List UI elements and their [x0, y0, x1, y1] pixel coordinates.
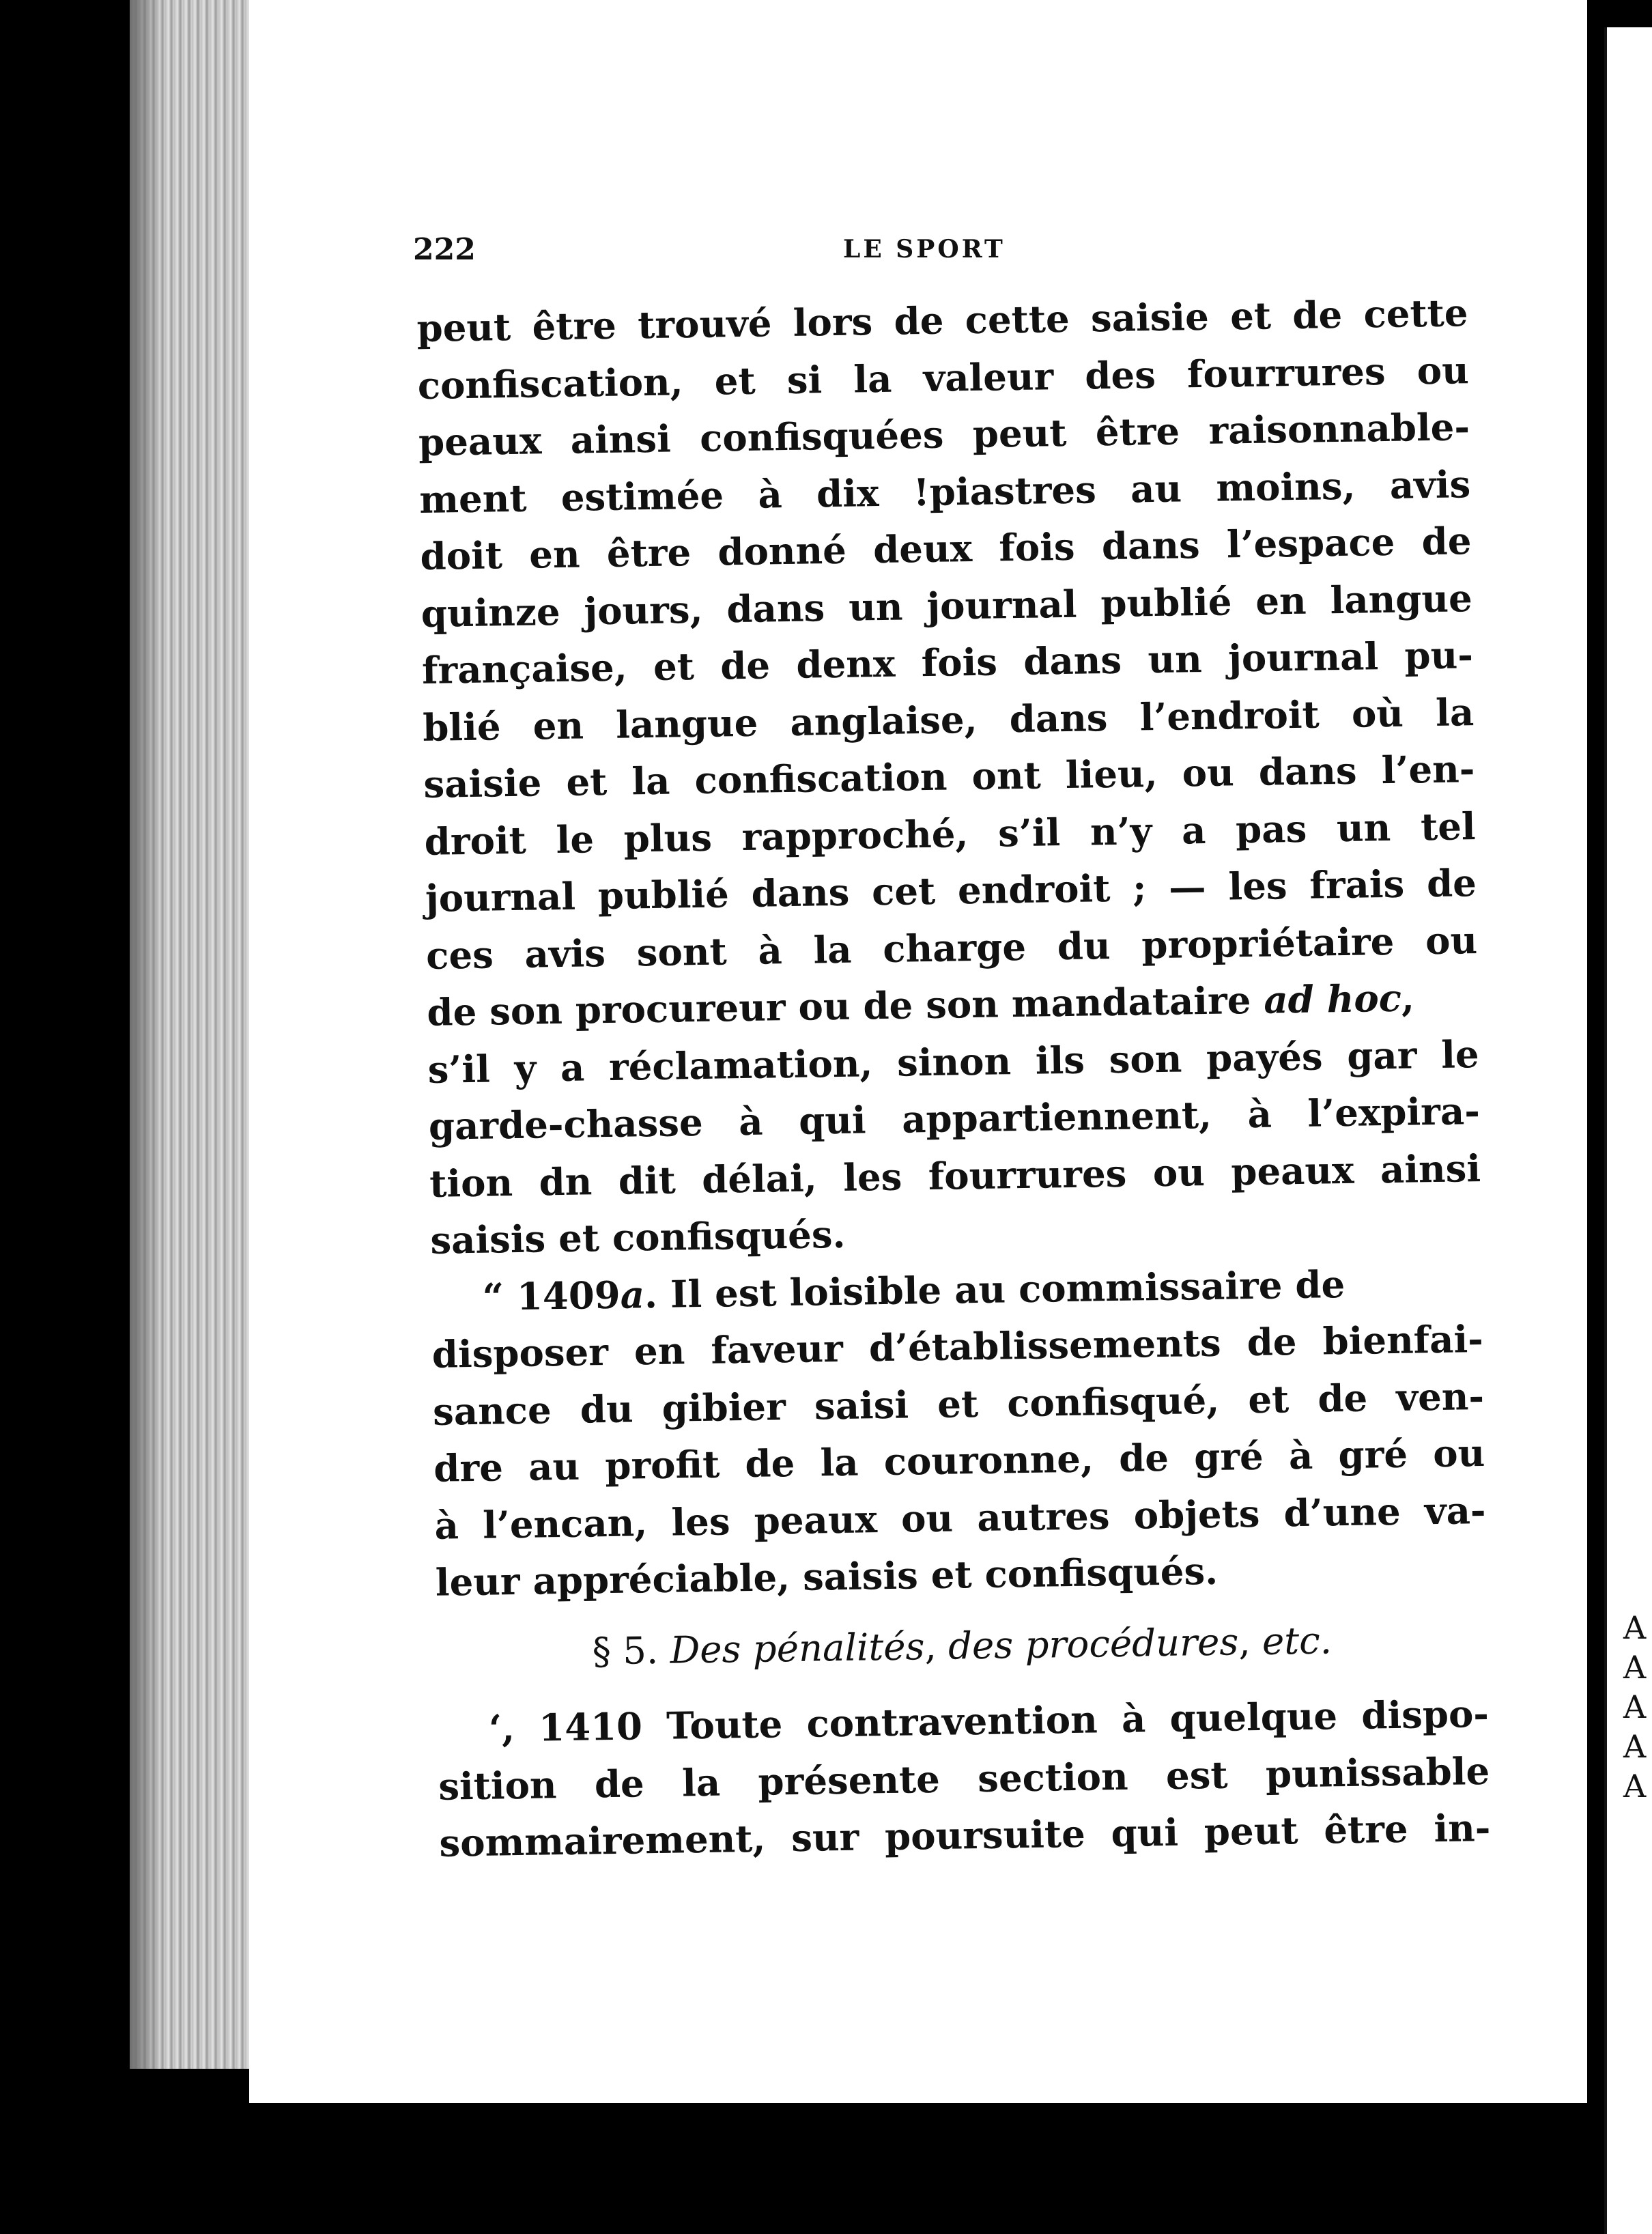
text-line: garde-chasse à qui appartiennent, à l’expira-	[428, 1089, 1481, 1148]
section-title-part: des procédures	[948, 1619, 1239, 1668]
text-line: peut être trouvé lors de cette saisie et de cette	[416, 291, 1468, 350]
text-line: confiscation, et si la valeur des fourrures ou	[417, 348, 1470, 408]
article-number: “ 1409	[482, 1273, 621, 1319]
text-line: quinze jours, dans un journal publié en langue	[421, 576, 1473, 636]
text-line: française, et de denx fois dans un journal pu-	[421, 633, 1474, 692]
section-heading	[436, 1609, 1488, 1682]
punctuation: ,	[1238, 1619, 1263, 1663]
text-line: sition de la présente section est punissable	[438, 1749, 1490, 1809]
scan-background	[0, 2103, 1604, 2234]
text-line: tion dn dit délai, les fourrures ou peaux ainsi	[429, 1146, 1481, 1206]
text-line: journal publié dans cet endroit ; — les frais de	[425, 861, 1477, 920]
fragment-letter: A	[1623, 1649, 1647, 1686]
text-line: disposer en faveur d’établissements de bienfai-	[431, 1316, 1484, 1376]
text-line: dre au profit de la couronne, de gré à gré ou	[433, 1430, 1485, 1490]
section-title-part: etc.	[1262, 1617, 1333, 1663]
fragment-letter: A	[1623, 1609, 1647, 1646]
running-head	[413, 232, 1027, 273]
section-number: § 5.	[592, 1628, 671, 1673]
fragment-letter: A	[1623, 1728, 1647, 1765]
text-line: droit le plus rapproché, s’il n’y a pas un tel	[424, 804, 1477, 864]
book-gutter-shadow	[130, 0, 164, 2069]
page-body-text	[416, 285, 1491, 1872]
text-line: saisis et confisqués.	[429, 1212, 846, 1262]
article-1410-first-line: ‘, 1410 Toute contravention à quelque dispo-	[488, 1691, 1490, 1751]
article-suffix: a	[620, 1272, 645, 1317]
fragment-letter: A	[1623, 1768, 1647, 1805]
text-line: sommairement, sur poursuite qui peut être in-	[439, 1805, 1491, 1865]
text-line: ment estimée à dix !piastres au moins, avis	[418, 462, 1471, 522]
italic-ad-hoc: ad hoc	[1263, 976, 1402, 1022]
running-title: LE SPORT	[843, 235, 1006, 264]
text-line: s’il y a réclamation, sinon ils son payés gar le	[427, 1032, 1480, 1092]
text-line: blié en langue anglaise, dans l’endroit où la	[422, 690, 1475, 750]
text-line: doit en être donné deux fois dans l’espace de	[420, 519, 1472, 578]
text-line: saisie et la confiscation ont lieu, ou dans l’en-	[423, 747, 1475, 806]
text-fragment: de son procureur ou de son mandataire	[426, 978, 1264, 1034]
text-line: sance du gibier saisi et confisqué, et de ven-	[432, 1374, 1485, 1434]
section-title-part: Des pénalités	[670, 1624, 925, 1672]
text-line: leur appréciable, saisis et confisqués.	[435, 1549, 1219, 1604]
facing-page-edge	[1604, 27, 1652, 2234]
text-line: à l’encan, les peaux ou autres objets d’une va-	[434, 1488, 1486, 1548]
facing-page-fragment	[1623, 1608, 1651, 1806]
text-fragment: . Il est loisible au commissaire de	[644, 1262, 1345, 1316]
page-number: 222	[413, 232, 476, 267]
punctuation: ,	[924, 1624, 949, 1668]
fragment-letter: A	[1623, 1688, 1647, 1725]
text-line: peaux ainsi confisquées peut être raisonnable-	[418, 405, 1470, 464]
punctuation: ,	[1401, 976, 1415, 1020]
text-line: ces avis sont à la charge du propriétaire ou	[425, 918, 1478, 978]
